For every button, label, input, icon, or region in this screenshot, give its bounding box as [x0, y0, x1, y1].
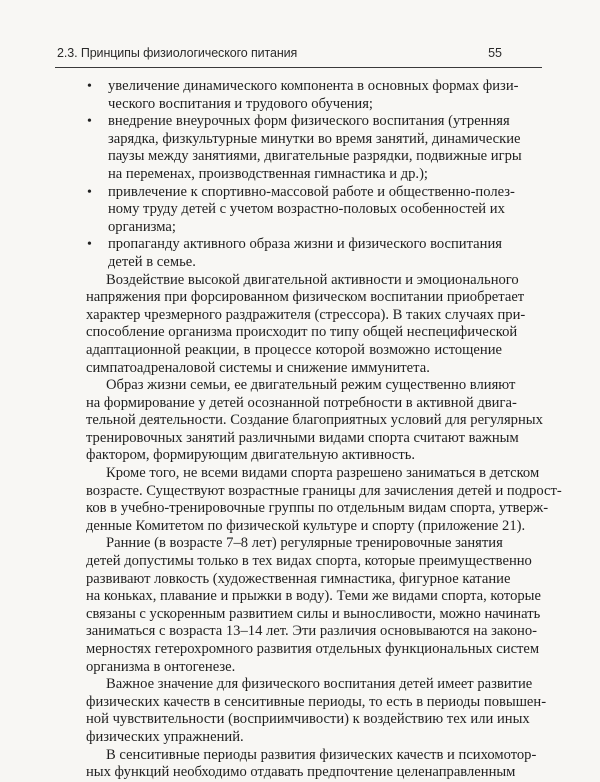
text-line: на коньках, плавание и прыжки в воду). Теми же видами спорта, которые [86, 588, 541, 605]
text-line: адаптационной реакции, в процессе которой возможно истощение [86, 341, 502, 358]
bullet-icon: • [87, 237, 92, 253]
text-line: заниматься с возраста 13–14 лет. Эти различия основываются на законо- [86, 623, 537, 640]
text-line: Кроме того, не всеми видами спорта разрешено заниматься в детском [106, 465, 540, 482]
text-line: на формирование у детей осознанной потребности в активной двига- [86, 394, 517, 411]
text-line: ной чувствительности (восприимчивости) к воздействию тех или иных [86, 711, 530, 728]
paragraph [86, 676, 547, 746]
page-number: 55 [488, 46, 502, 60]
header-rule [55, 67, 542, 68]
text-line: симпатоадреналовой системы и снижение иммунитета. [86, 359, 430, 376]
text-line: возрасте. Существуют возрастные границы для зачисления детей и подрост- [86, 482, 562, 499]
text-line: зарядка, физкультурные минутки во время занятий, динамические [108, 130, 521, 147]
text-line: Важное значение для физического воспитания детей имеет развитие [106, 676, 533, 693]
text-line: способление организма происходит по типу общей неспецифической [86, 324, 518, 341]
bullet-item [86, 78, 519, 113]
text-line: детей допустимы только в тех видах спорта, которые преимущественно [86, 553, 532, 570]
text-line: связаны с ускоренным развитием силы и выносливости, можно начинать [86, 605, 541, 622]
text-line: детей в семье. [108, 253, 196, 270]
text-line: характер чрезмерного раздражителя (стрессора). В таких случаях при- [86, 306, 526, 323]
text-line: тренировочных занятий различными видами спорта считают важным [86, 429, 519, 446]
text-line: паузы между занятиями, двигательные разрядки, подвижные игры [108, 148, 522, 165]
text-line: ных функций необходимо отдавать предпочтение целенаправленным [86, 764, 516, 781]
running-header [55, 46, 542, 66]
text-line: развивают ловкость (художественная гимнастика, фигурное катание [86, 570, 511, 587]
text-line: Ранние (в возрасте 7–8 лет) регулярные тренировочные занятия [106, 535, 503, 552]
paragraph [86, 271, 526, 378]
text-line: организма; [108, 218, 176, 235]
bullet-item [86, 236, 502, 271]
bullet-icon: • [87, 79, 92, 94]
text-line: организма в онтогенезе. [86, 658, 236, 675]
text-line: Образ жизни семьи, ее двигательный режим существенно влияют [106, 377, 516, 394]
text-line: денные Комитетом по физической культуре и спорту (приложение 21). [86, 517, 526, 534]
text-line: В сенситивные периоды развития физических качеств и психомотор- [106, 746, 537, 763]
text-line: ков в учебно-тренировочные группы по отдельным видам спорта, утверж- [86, 500, 549, 517]
text-line: фактором, формирующим двигательную активность. [86, 447, 416, 464]
text-line: ческого воспитания и трудового обучения; [108, 95, 373, 112]
section-title: 2.3. Принципы физиологического питания [57, 46, 298, 60]
paragraph [86, 746, 537, 782]
text-line: мерностях гетерохромного развития отдельных функциональных систем [86, 641, 540, 657]
bullet-list [86, 78, 522, 272]
bullet-icon: • [87, 114, 92, 130]
paragraph [86, 377, 543, 465]
text-line: увеличение динамического компонента в основных формах физи- [108, 78, 519, 94]
bullet-item [86, 113, 522, 183]
text-line: пропаганду активного образа жизни и физического воспитания [108, 236, 502, 253]
bullet-item [86, 183, 515, 237]
text-line: ному труду детей с учетом возрастно-половых особенностей их [108, 201, 505, 218]
text-line: напряжения при форсированном физическом воспитании приобретает [86, 289, 525, 306]
text-line: привлечение к спортивно-массовой работе и общественно-полез- [108, 183, 515, 200]
paragraphs [86, 271, 562, 782]
text-line: физических качеств в сенситивные периоды, то есть в периоды повышен- [86, 693, 547, 710]
bullet-icon: • [87, 184, 92, 200]
page-body [86, 78, 562, 782]
paragraph [86, 465, 562, 535]
text-line: тельной деятельности. Создание благоприятных условий для регулярных [86, 412, 543, 429]
text-line: на переменах, производственная гимнастика и др.); [108, 165, 428, 182]
text-line: физических упражнений. [86, 728, 244, 745]
text-line: Воздействие высокой двигательной активности и эмоционального [106, 271, 519, 288]
text-line: внедрение внеурочных форм физического воспитания (утренняя [108, 113, 510, 130]
paragraph [86, 535, 541, 676]
